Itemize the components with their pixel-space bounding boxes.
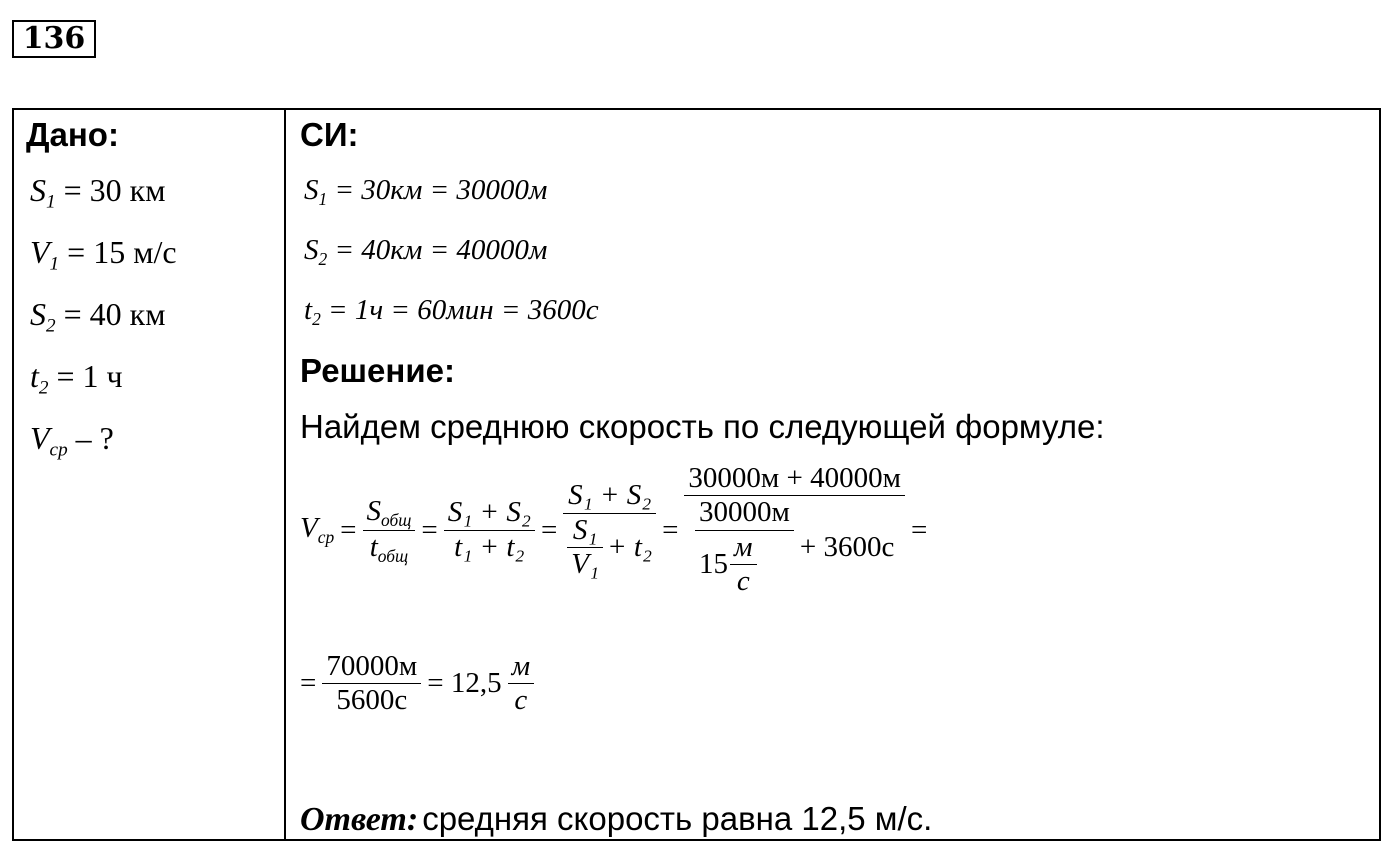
result-formula: = $\frac{70000м}{5600с}$ = 12,5 $\frac{м}{с}$ — [300, 650, 534, 718]
si-line: $t_2 = 1ч = 60мин = 3600с$ — [304, 294, 599, 330]
equals-sign: = — [421, 513, 438, 546]
equals-sign: = — [662, 513, 679, 546]
fraction-sum-with-ratio: S₁ + S₂ $\frac{\text{S₁}}{\text{V₁}}$ + t₂ — [563, 479, 656, 581]
result-fraction: $\frac{70000м}{5600с}$ — [322, 650, 421, 718]
column-divider — [284, 108, 286, 841]
result-unit: $\frac{м}{с}$ — [508, 650, 535, 718]
solution-header: Решение: — [300, 352, 455, 389]
equals-sign: = — [540, 513, 558, 546]
answer-line — [300, 800, 932, 839]
si-line: $S_2 = 40км = 40000м$ — [304, 234, 548, 270]
solution-intro: Найдем среднюю скорость по следующей формуле: — [300, 408, 1105, 445]
fraction-total: $\frac{S_{общ}}{t_{общ}}$ — [363, 495, 416, 566]
given-item: $V_{ср}$ – ? — [30, 420, 114, 461]
answer-text: средняя скорость равна 12,5 м/с. — [422, 800, 933, 837]
fraction-sum: $\frac{\text{S₁ + S₂}}{\text{t₁ + t₂}}$ — [444, 496, 535, 564]
given-item: $S_1 = 30$ км — [30, 172, 166, 213]
given-header: Дано: — [26, 116, 119, 153]
problem-number: 136 — [12, 20, 96, 58]
fraction-numeric: 30000м + 40000м 30000м 15 $\frac{м}{с}$ + 3600с — [684, 462, 905, 598]
trailing-equals: = — [910, 513, 928, 546]
si-header: СИ: — [300, 116, 359, 153]
given-item: $V_1 = 15$ м/с — [30, 234, 177, 275]
answer-label: Ответ: — [300, 801, 419, 838]
given-item: $S_2 = 40$ км — [30, 296, 166, 337]
result-value: = 12,5 — [427, 667, 502, 700]
equals-sign: = — [340, 513, 357, 546]
average-speed-formula — [300, 462, 927, 598]
formula-lhs: $V_{ср}$ — [300, 512, 335, 548]
si-line: $S_1 = 30км = 30000м$ — [304, 174, 548, 210]
given-item: $t_2 = 1$ ч — [30, 358, 123, 399]
